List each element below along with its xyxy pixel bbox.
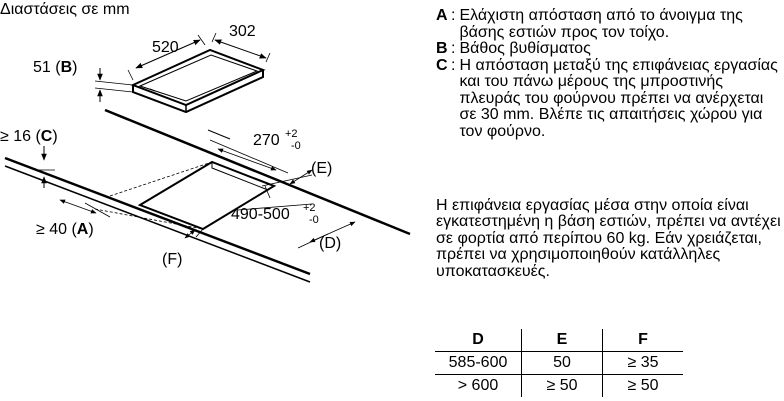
width-dimension-label: 520 <box>152 39 179 56</box>
sink-depth-letter: B <box>60 59 73 76</box>
table-cell: > 600 <box>457 377 499 394</box>
dimension-d <box>298 222 355 252</box>
cutout-width-tol-minus: -0 <box>309 214 319 226</box>
table-header-row <box>435 329 683 352</box>
cutout-depth-value: 270 <box>253 132 280 149</box>
table-row <box>435 352 683 375</box>
hob-illustration <box>133 50 263 112</box>
table-cell: ≥ 50 <box>522 375 603 398</box>
note-key: B <box>436 40 448 57</box>
dimension-a-close: ) <box>88 221 94 238</box>
note-text: Η απόσταση μεταξύ της επιφάνειας εργασίας και του πάνω μέρους της μπροστινής πλευράς του φούρνου πρέπει να ανέρχεται σε 30 mm. Βλέπε τις απαιτήσεις χώρου για τον φούρνο. <box>459 56 778 140</box>
cutout-depth-tol-plus: +2 <box>285 128 298 140</box>
dimension-f <box>162 229 203 268</box>
load-paragraph: Η επιφάνεια εργασίας μέσα στην οποία είναι εγκατεστημένη η βάση εστιών, πρέπει να αντέχει σε φορτία από περίπου 60 kg. Εάν χρειάζεται, πρέπει να χρησιμοποιηθούν κατάλληλες υποκατασκευές. <box>436 197 781 280</box>
note-text: Ελάχιστη απόσταση από το άνοιγμα της βάσης εστιών προς τον τοίχο. <box>459 7 743 41</box>
label-e: (E) <box>311 160 333 177</box>
dimension-a-letter: A <box>76 221 89 238</box>
table-cell: ≥ 35 <box>627 354 659 371</box>
note-a: A : Ελάχιστη απόσταση από το άνοιγμα της βάσης εστιών προς τον τοίχο. <box>436 8 782 41</box>
table-header: E <box>522 329 603 352</box>
sink-depth-value: 51 ( <box>33 59 61 76</box>
table-row <box>435 375 683 398</box>
dimension-a-value: ≥ 40 ( <box>36 221 77 238</box>
svg-text:51 (B) <box>33 59 77 76</box>
table-cell: 585-600 <box>448 354 508 371</box>
sink-depth-close: ) <box>72 59 78 76</box>
svg-text:≥ 16 (C) <box>0 128 58 145</box>
dimension-e <box>262 160 332 186</box>
dimension-c-value: ≥ 16 ( <box>0 128 41 145</box>
dimension-table <box>435 329 683 397</box>
cutout-width-value: 490-500 <box>231 206 290 223</box>
drawing-title: Διαστάσεις σε mm <box>0 1 130 18</box>
note-c: C : Η απόσταση μεταξύ της επιφάνειας εργασίας και του πάνω μέρους της μπροστινής πλευράς του φούρνου πρέπει να ανέρχεται σε 30 mm. Βλέπε τις απαιτήσεις χώρου για τον φούρνο. <box>436 58 782 141</box>
dimension-a <box>36 200 110 238</box>
note-key: C <box>436 56 448 74</box>
sink-depth-dimension <box>33 59 133 102</box>
svg-text:≥ 40 (A) <box>36 221 94 238</box>
note-b: B : Βάθος βυθίσματος <box>436 41 782 58</box>
label-f: (F) <box>162 251 183 268</box>
note-key: A <box>436 7 448 24</box>
dimension-c <box>0 128 58 188</box>
svg-text:270 <box>253 132 280 149</box>
cutout-width-tol-plus: +2 <box>303 202 316 214</box>
dimension-c-letter: C <box>40 128 53 145</box>
dimension-c-close: ) <box>52 128 58 145</box>
table-cell: ≥ 50 <box>627 377 659 394</box>
legend-notes <box>436 8 782 140</box>
note-text: Βάθος βυθίσματος <box>459 40 591 57</box>
table-header: D <box>472 331 484 348</box>
table-cell: 50 <box>522 352 603 375</box>
table-header: F <box>638 331 648 348</box>
label-d: (D) <box>319 235 342 252</box>
depth-dimension-label: 302 <box>229 23 256 40</box>
cutout-depth-tol-minus: -0 <box>291 140 301 152</box>
